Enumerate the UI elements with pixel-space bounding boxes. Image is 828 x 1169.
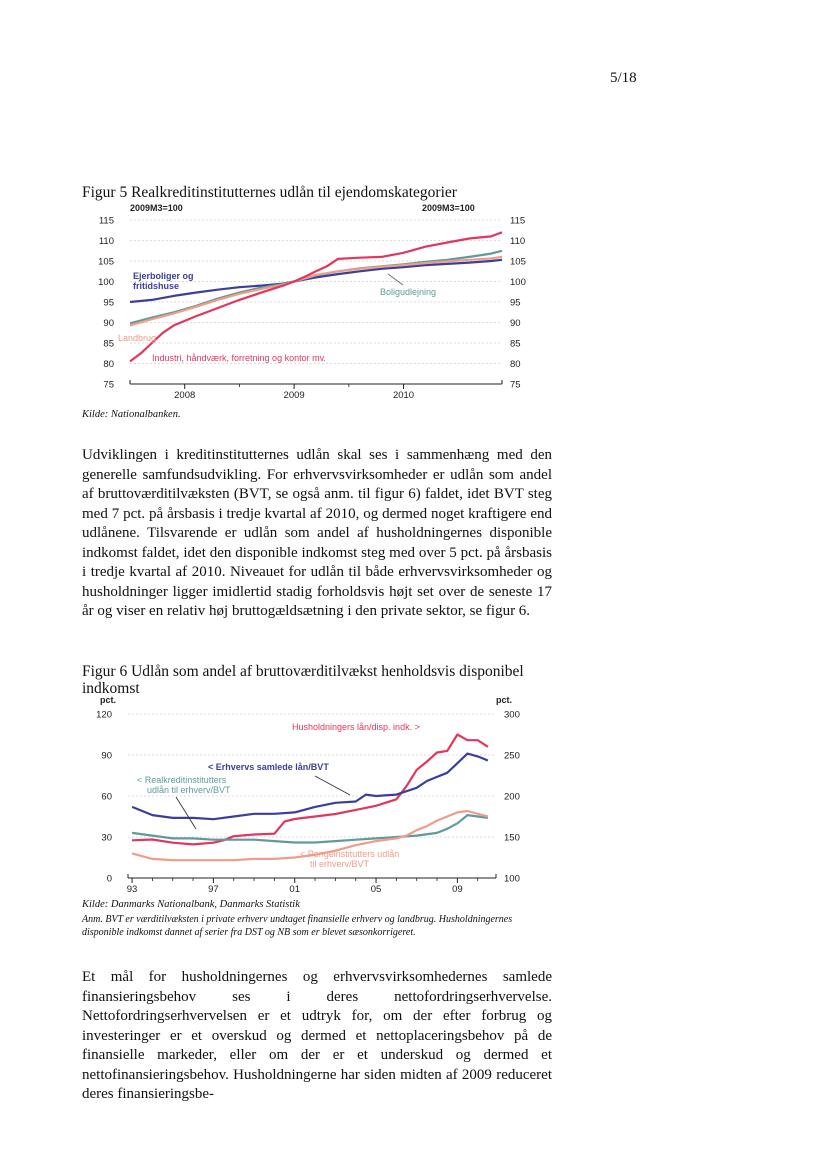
y2-tick-label: 75 <box>510 379 521 391</box>
y2-tick-label: 95 <box>510 297 521 309</box>
ejerboliger-label-line2: fritidshuse <box>133 281 180 291</box>
figure-5-title: Figur 5 Realkreditinstitutternes udlån til ejendomskategorier <box>82 184 457 201</box>
figure-6-right-unit: pct. <box>496 695 513 705</box>
industri-label: Industri, håndværk, forretning og kontor mv. <box>152 353 326 363</box>
realkredit-label-line1: < Realkreditinstitutters <box>137 775 227 785</box>
y2-tick-label: 105 <box>510 256 526 268</box>
figure-6-left-unit: pct. <box>100 695 117 705</box>
x-tick-label: 05 <box>370 884 382 895</box>
y2-tick-label: 150 <box>504 832 520 844</box>
ejerboliger-label-line1: Ejerboliger og <box>133 271 194 281</box>
x-tick-label: 09 <box>452 884 463 895</box>
y-tick-label: 30 <box>101 832 112 844</box>
series-line-realkreditinstitutters-udl-n-til-erhverv-bvt <box>132 815 488 842</box>
realkredit-label-line2: udlån til erhverv/BVT <box>147 785 231 795</box>
y2-tick-label: 100 <box>504 873 520 885</box>
y2-tick-label: 200 <box>504 791 520 803</box>
y2-tick-label: 300 <box>504 709 520 721</box>
x-tick-label: 01 <box>289 884 301 895</box>
pengeinstitut-label-line1: < Pengeinstitutters udlån <box>300 849 400 859</box>
erhvervs-label: < Erhvervs samlede lån/BVT <box>208 762 329 772</box>
y-tick-label: 75 <box>103 379 114 391</box>
landbrug-label: Landbrug <box>118 333 157 343</box>
realkredit-pointer <box>176 797 196 829</box>
y2-tick-label: 80 <box>510 359 521 370</box>
pengeinstitut-label-line2: til erhverv/BVT <box>310 859 370 869</box>
page-number: 5/18 <box>610 70 637 86</box>
figure-6-note: Anm. BVT er værditilvæksten i private erhverv undtaget finansielle erhverv og landbrug. Husholdningernes disponible indkomst dannet af serier fra DST og NB som er blevet sæsonkorrigeret. <box>82 914 513 938</box>
figure-6-source: Kilde: Danmarks Nationalbank, Danmarks Statistik <box>82 899 300 910</box>
y-tick-label: 95 <box>103 297 114 309</box>
figure-6-title: Figur 6 Udlån som andel af bruttoværditilvækst henholdsvis disponibel indkomst <box>82 663 524 697</box>
y2-tick-label: 115 <box>510 215 526 227</box>
y-tick-label: 90 <box>103 318 114 329</box>
y-tick-label: 0 <box>106 873 112 885</box>
y2-tick-label: 110 <box>510 236 526 247</box>
figure-5-source: Kilde: Nationalbanken. <box>82 409 181 420</box>
boligudlejning-label: Boligudlejning <box>380 287 437 297</box>
x-tick-label: 97 <box>208 884 219 895</box>
x-tick-label: 93 <box>126 884 138 895</box>
paragraph-2: Et mål for husholdningernes og erhvervsvirksomhedernes samlede finansieringsbehov ses i deres nettofordringserhvervelse. Nettofordringserhvervelsen er et udtryk for, om der efter forbrug og investeringer er et overskud og dermed et nettoplaceringsbehov på de finansielle markeder, eller om der er et underskud og dermed et nettofinansieringsbehov. Husholdningerne har siden midten af 2009 reduceret deres finansieringsbe- <box>82 969 552 1102</box>
y2-tick-label: 85 <box>510 338 521 350</box>
y-tick-label: 100 <box>98 277 114 288</box>
y2-tick-label: 100 <box>510 277 526 288</box>
husholdninger-label: Husholdningers lån/disp. indk. > <box>292 722 420 732</box>
x-tick-label: 2009 <box>283 390 305 401</box>
y-tick-label: 105 <box>98 256 114 268</box>
y-tick-label: 90 <box>101 750 112 762</box>
x-tick-label: 2008 <box>174 390 196 401</box>
paragraph-1: Udviklingen i kreditinstitutternes udlån skal ses i sammenhæng med den generelle samfundsudvikling. For erhvervsvirksomheder er udlån som andel af bruttoværditilvæksten (BVT, se også anm. til figur 6) faldet, idet BVT steg med 7 pct. på årsbasis i tredje kvartal af 2010, og dermed noget kraftigere end udlånene. Tilsvarende er udlån som andel af husholdningernes disponible indkomst faldet, idet den disponible indkomst steg med over 5 pct. på årsbasis i tredje kvartal af 2010. Niveauet for udlån til både erhvervsvirksomheder og husholdninger ligger imidlertid stadig forholdsvis højt set over de seneste 17 år og viser en relativ høj bruttogældsætning i den private sektor, se figur 6. <box>82 447 552 619</box>
erhvervs-pointer <box>315 776 350 795</box>
x-tick-label: 2010 <box>392 390 415 401</box>
y-tick-label: 85 <box>103 338 114 350</box>
y-tick-label: 120 <box>96 709 112 721</box>
y-tick-label: 80 <box>103 359 114 370</box>
y-tick-label: 60 <box>101 791 112 803</box>
y2-tick-label: 90 <box>510 318 521 329</box>
y-tick-label: 115 <box>98 215 114 227</box>
y2-tick-label: 250 <box>504 750 520 762</box>
figure-5-left-unit: 2009M3=100 <box>130 203 183 213</box>
figure-5-right-unit: 2009M3=100 <box>422 203 475 213</box>
y-tick-label: 110 <box>98 236 114 247</box>
